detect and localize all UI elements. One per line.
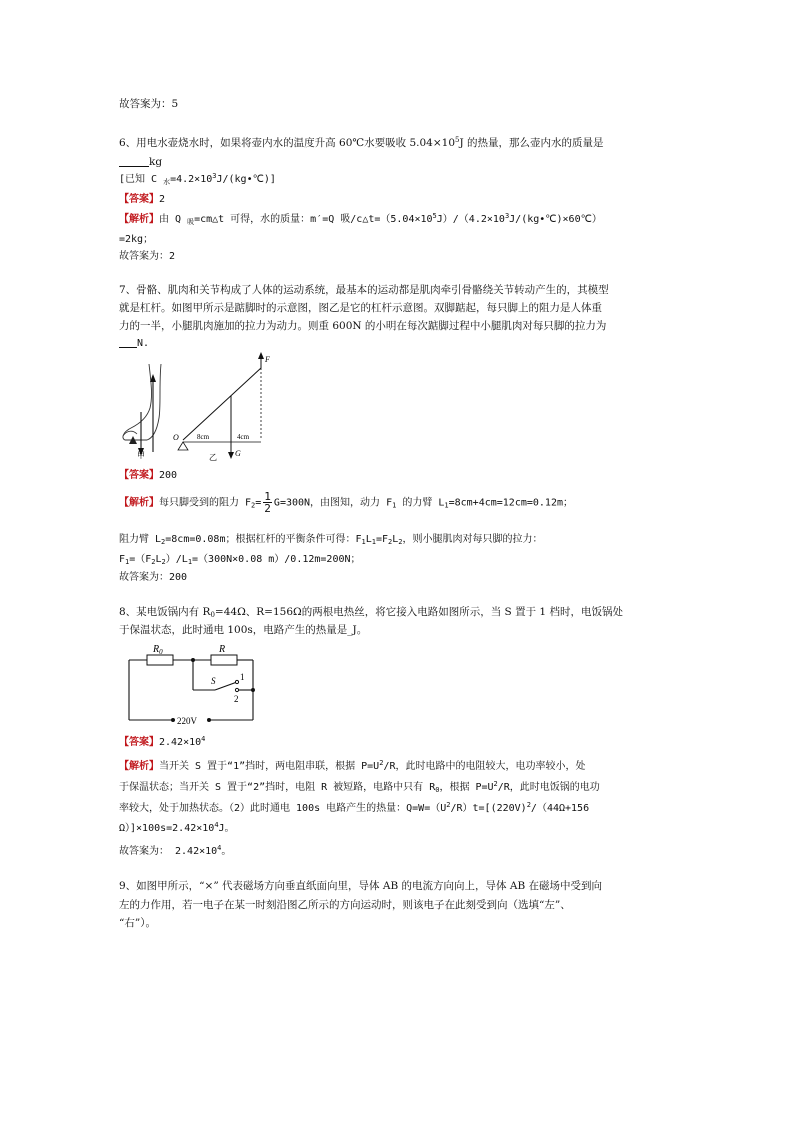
label-O: O — [173, 433, 179, 442]
answer-blank — [119, 337, 137, 348]
label-1: 1 — [240, 672, 245, 682]
switch-contact-1 — [235, 680, 238, 683]
answer-tag: 【答案】 — [119, 194, 159, 205]
label-R: R — [219, 644, 226, 655]
q9-stem-line3: “右”）。 — [119, 917, 156, 929]
q8-final-answer: 故答案为： $2.42\times 10^4$。 — [119, 844, 232, 857]
q7-analysis-line3: $F_1=(F_2L_2)/L_1=(300N\times 0.08$ m）/0.12m=200N； — [119, 554, 361, 566]
q7-answer-blank: N. — [119, 337, 149, 351]
q6-final-answer: 故答案为：2 — [119, 251, 176, 262]
terminal — [207, 718, 211, 722]
label-R0: $R_0$ — [153, 644, 163, 656]
q8-answer: 【答案】$2.42\times 10^4$ — [119, 735, 206, 748]
q7-answer: 【答案】200 — [119, 470, 178, 481]
q7-analysis-line2: 阻力臂 $L_2=8cm=0.08m$；根据杠杆的平衡条件可得：$F_1L_1=F_2L_2$，则小腿肌肉对每只脚的拉力： — [119, 534, 543, 546]
q9-stem-line1: 9、如图甲所示，“×” 代表磁场方向垂直纸面向里，导体 AB 的电流方向向上，导体 AB 在磁场中受到向 — [119, 880, 602, 892]
dim-4cm: 4cm — [237, 433, 250, 441]
lever-bar — [183, 368, 261, 440]
q7-final-answer: 故答案为：200 — [119, 572, 188, 583]
label-S: S — [211, 676, 216, 686]
foot-outline — [123, 364, 161, 440]
analysis-tag: 【解析】 — [119, 761, 159, 772]
resistor-R0 — [147, 655, 173, 665]
switch-contact-2 — [235, 688, 238, 691]
q5-final-answer: 故答案为：5 — [119, 98, 179, 110]
q8-analysis-line2: 于保温状态；当开关 S 置于“2”挡时，电阻 R 被短路，电路中只有 $R_0$，根据 $P=U^2/R$，此时电饭锅的电功 — [119, 780, 600, 794]
fulcrum-triangle — [178, 442, 188, 450]
label-2: 2 — [234, 694, 239, 704]
q9-stem-line2: 左的力作用，若一电子在某一时刻沿图乙所示的方向运动时，则该电子在此刻受到向（选填“左”、 — [119, 899, 571, 911]
answer-tag: 【答案】 — [119, 737, 159, 748]
resistor-R — [211, 655, 237, 665]
lever-diagram-yi — [171, 352, 281, 464]
label-G: G — [235, 449, 241, 458]
q8-analysis-line3: 率较大，处于加热状态。（2）此时通电 100s 电路产生的热量：$Q=W=(U^2/R)t=[(220V)^2/(44\Omega+156$ — [119, 801, 590, 814]
arrow-head — [258, 352, 264, 359]
q7-stem-line3: 力的一半，小腿肌肉施加的拉力为动力。则重 600N 的小明在每次踮脚过程中小腿肌肉对每只脚的拉力为 — [119, 320, 607, 332]
analysis-tag: 【解析】 — [119, 214, 159, 225]
q6-stem: 6、用电水壶烧水时，如果将壶内水的温度升高 60℃水要吸收 $5.04\times 10^5J$ 的热量，那么壶内水的质量是 — [119, 136, 604, 149]
q8-analysis-line4: $\Omega)]\times 100s=2.42\times 10^4J$。 — [119, 821, 235, 834]
q7-analysis-line1: 【解析】每只脚受到的阻力 $F_2=$ $\frac{1}{2}$ G=300N，由图知，动力 $F_1$ 的力臂 $L_1=8cm+4cm=12cm=0.12m$； — [119, 490, 573, 515]
fraction-half: $\frac{1}{2}$ — [264, 490, 271, 515]
answer-tag: 【答案】 — [119, 470, 159, 481]
figure-label-yi: 乙 — [209, 453, 217, 462]
q7-stem-line1: 7、骨骼、肌肉和关节构成了人体的运动系统，最基本的运动都是肌肉牵引骨骼绕关节转动产生的，其模型 — [119, 284, 609, 296]
label-220V: 220V — [177, 716, 197, 726]
arrow-head — [228, 452, 234, 459]
q6-answer-blank: kg — [119, 155, 162, 169]
q8-stem-line1: 8、某电饭锅内有 $R_0=44\Omega$、R=156Ω的两根电热丝，将它接入电路如图所示，当 S 置于 1 档时，电饭锅处 — [119, 606, 623, 619]
q8-analysis-line1: 【解析】当开关 S 置于“1”挡时，两电阻串联，根据 $P=U^2/R$，此时电路中的电阻较大，电功率较小，处 — [119, 759, 586, 772]
q6-analysis: 【解析】由 Q $_吸$=cm△t 可得，水的质量：m′=Q 吸$/c\triangle t=(5.04\times 10^5J)/(4.2\times 10^3J/(kg•℃)\times 60℃)$ — [119, 212, 602, 226]
answer-blank — [119, 156, 149, 167]
figure-label-jia: 甲 — [137, 451, 145, 460]
q6-known: [已知 C $_水=4.2\times 10^3J/(kg•℃)$] — [119, 172, 276, 186]
dim-8cm: 8cm — [197, 433, 210, 441]
circuit-diagram — [125, 640, 265, 730]
terminal — [171, 718, 175, 722]
q7-stem-line2: 就是杠杆。如图甲所示是踮脚时的示意图，图乙是它的杠杆示意图。双脚踮起，每只脚上的阻力是人体重 — [119, 302, 602, 314]
switch-blade — [215, 682, 237, 690]
q8-stem-line2: 于保温状态，此时通电 100s，电路产生的热量是_J。 — [119, 624, 368, 636]
q6-answer: 【答案】2 — [119, 194, 166, 205]
analysis-tag: 【解析】 — [119, 497, 159, 509]
junction — [251, 688, 255, 692]
label-F: F — [265, 355, 270, 364]
q6-analysis-cont: =2kg； — [119, 234, 154, 245]
